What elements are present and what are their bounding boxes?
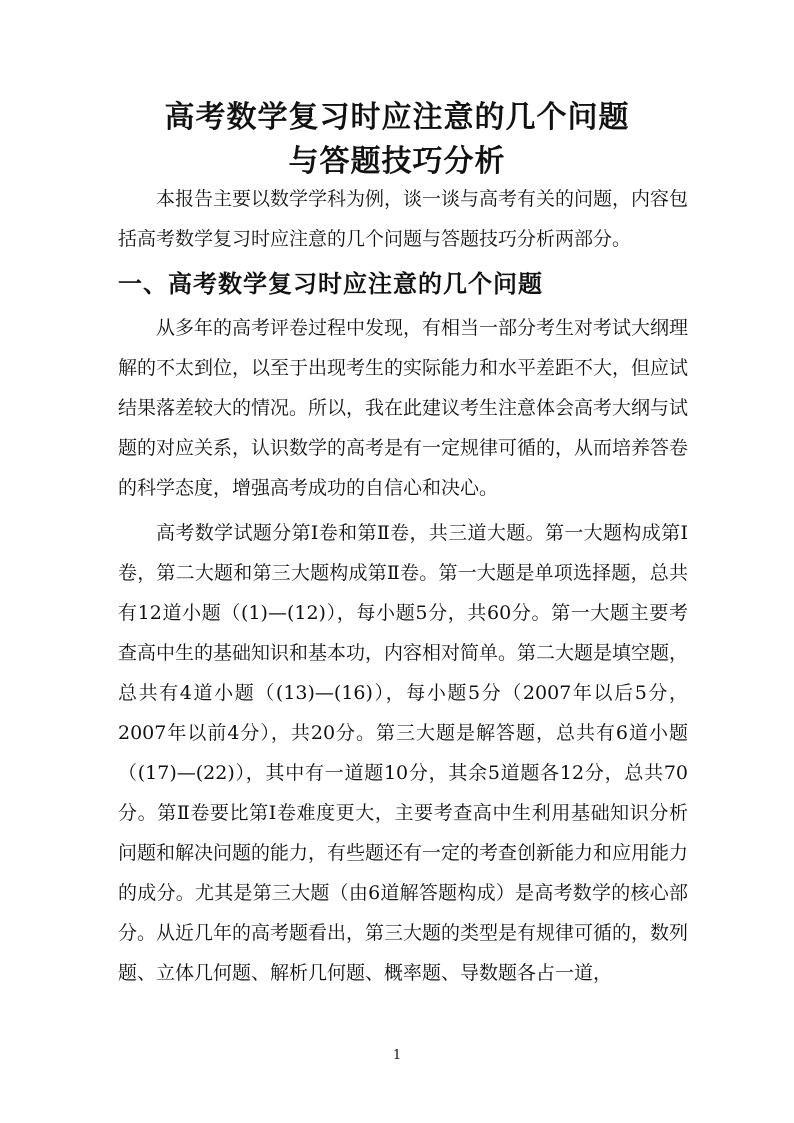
body-paragraph-2: 高考数学试题分第Ⅰ卷和第Ⅱ卷，共三道大题。第一大题构成第Ⅰ卷，第二大题和第三大题构成第Ⅱ卷。第一大题是单项选择题，总共有12道小题（(1)—(12)），每小题5分，共60分。第一大题主要考查高中生的基础知识和基本功，内容相对简单。第二大题是填空题，总共有4道小题（(13)—(16)），每小题5分（2007年以后5分，2007年以前4分），共20分。第三大题是解答题，总共有6道小题（(17)—(22)），其中有一道题10分，其余5道题各12分，总共70分。第Ⅱ卷要比第Ⅰ卷难度更大，主要考查高中生利用基础知识分析问题和解决问题的能力，有些题还有一定的考查创新能力和应用能力的成分。尤其是第三大题（由6道解答题构成）是高考数学的核心部分。从近几年的高考题看出，第三大题的类型是有规律可循的，数列题、立体几何题、解析几何题、概率题、导数题各占一道，: [118, 522, 689, 984]
body-paragraph-1: 从多年的高考评卷过程中发现，有相当一部分考生对考试大纲理解的不太到位，以至于出现考生的实际能力和水平差距不大，但应试结果落差较大的情况。所以，我在此建议考生注意体会高考大纲与试题的对应关系，认识数学的高考是有一定规律可循的，从而培养答卷的科学态度，增强高考成功的自信心和决心。: [118, 317, 689, 499]
page-number: 1: [392, 1048, 402, 1063]
document-title-line-1: 高考数学复习时应注意的几个问题: [164, 100, 630, 135]
intro-paragraph: 本报告主要以数学学科为例，谈一谈与高考有关的问题，内容包括高考数学复习时应注意的几个问题与答题技巧分析两部分。: [118, 188, 689, 250]
document-title-line-2: 与答题技巧分析: [288, 144, 506, 179]
section-heading: 一、高考数学复习时应注意的几个问题: [118, 269, 543, 298]
